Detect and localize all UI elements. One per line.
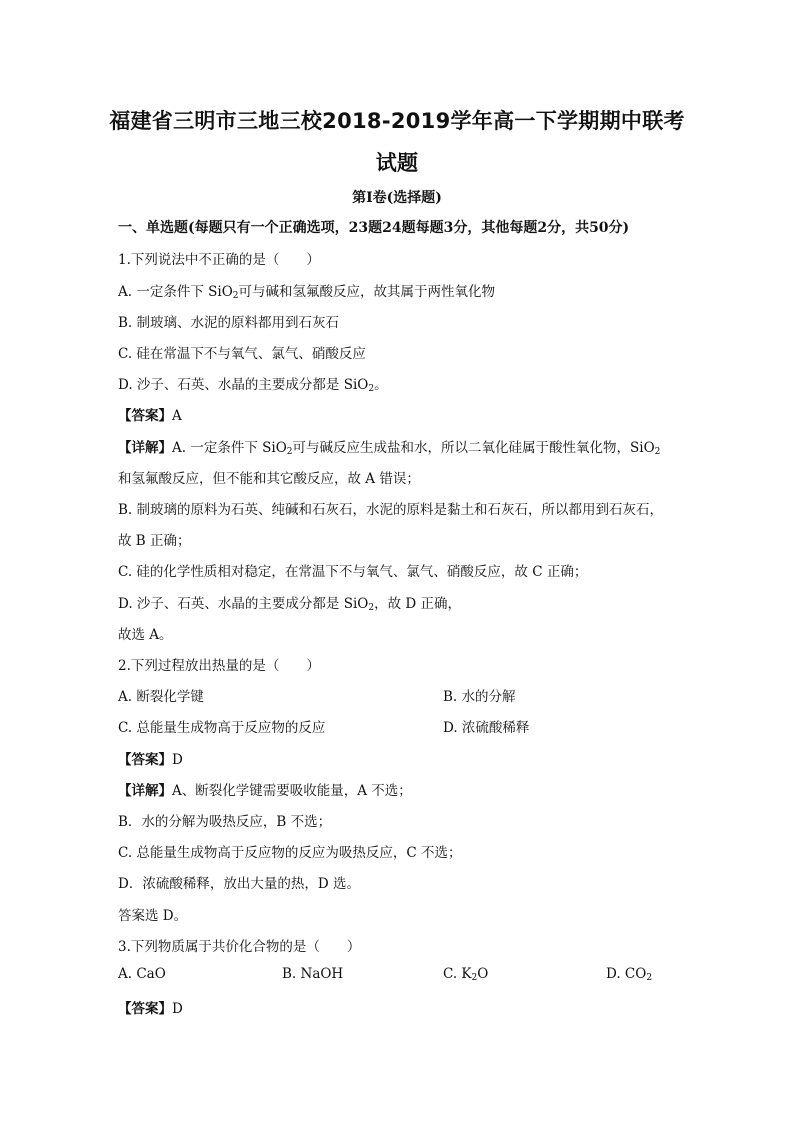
q1-answer: 【答案】A <box>118 408 182 424</box>
section-title: 第I卷(选择题) <box>352 190 442 206</box>
q1-detail-line5: C. 硅的化学性质相对稳定，在常温下不与氧气、氯气、硝酸反应，故 C 正确； <box>118 564 588 580</box>
q1-option-d: D. 沙子、石英、水晶的主要成分都是 SiO$_2$。 <box>118 377 388 394</box>
doc-title-line2: 试题 <box>375 151 419 175</box>
q3-option-b: B. NaOH <box>282 966 344 982</box>
q2-option-d: D. 浓硫酸稀释 <box>443 720 530 736</box>
q1-stem: 1.下列说法中不正确的是（ ） <box>118 252 320 268</box>
q1-option-b: B. 制玻璃、水泥的原料都用到石灰石 <box>118 315 340 331</box>
q2-detail-line4: D．浓硫酸稀释，放出大量的热，D 选。 <box>118 876 360 892</box>
q3-stem: 3.下列物质属于共价化合物的是（ ） <box>118 939 361 955</box>
q1-detail-line7: 故选 A。 <box>118 627 173 643</box>
section-heading: 一、单选题(每题只有一个正确选项，23题24题每题3分，其他每题2分，共50分) <box>118 220 630 236</box>
q1-detail-line6: D. 沙子、石英、水晶的主要成分都是 SiO$_2$，故 D 正确， <box>118 596 461 613</box>
q1-detail-line1: 【详解】A. 一定条件下 SiO$_2$可与碱反应生成盐和水，所以二氧化硅属于酸性氧化物，SiO$_2$ <box>118 440 661 457</box>
q2-option-a: A. 断裂化学键 <box>118 689 204 705</box>
q1-option-c: C. 硅在常温下不与氧气、氯气、硝酸反应 <box>118 346 366 362</box>
q2-detail-line2: B．水的分解为吸热反应，B 不选； <box>118 814 332 830</box>
q3-option-a: A. CaO <box>118 966 166 982</box>
q1-detail-line3: B. 制玻璃的原料为石英、纯碱和石灰石，水泥的原料是黏土和石灰石，所以都用到石灰石， <box>118 502 664 518</box>
q2-detail-line3: C. 总能量生成物高于反应物的反应为吸热反应，C 不选； <box>118 845 462 861</box>
q2-answer: 【答案】D <box>118 752 183 768</box>
q1-option-a: A. 一定条件下 SiO$_2$可与碱和氢氟酸反应，故其属于两性氧化物 <box>118 284 495 301</box>
q1-detail-line4: 故 B 正确； <box>118 533 191 549</box>
doc-title-line1: 福建省三明市三地三校2018-2019学年高一下学期期中联考 <box>109 109 685 133</box>
q2-detail-line5: 答案选 D。 <box>118 908 188 924</box>
q2-stem: 2.下列过程放出热量的是（ ） <box>118 658 320 674</box>
q2-option-c: C. 总能量生成物高于反应物的反应 <box>118 720 326 736</box>
q3-option-d: D. $CO_2$ <box>606 966 653 983</box>
q2-option-b: B. 水的分解 <box>443 689 516 705</box>
q3-option-c: C. $K_2O$ <box>443 966 489 983</box>
q3-answer: 【答案】D <box>118 1001 183 1017</box>
q1-detail-line2: 和氢氟酸反应，但不能和其它酸反应，故 A 错误； <box>118 471 420 487</box>
q2-detail-line1: 【详解】A、断裂化学键需要吸收能量，A 不选； <box>118 783 412 799</box>
